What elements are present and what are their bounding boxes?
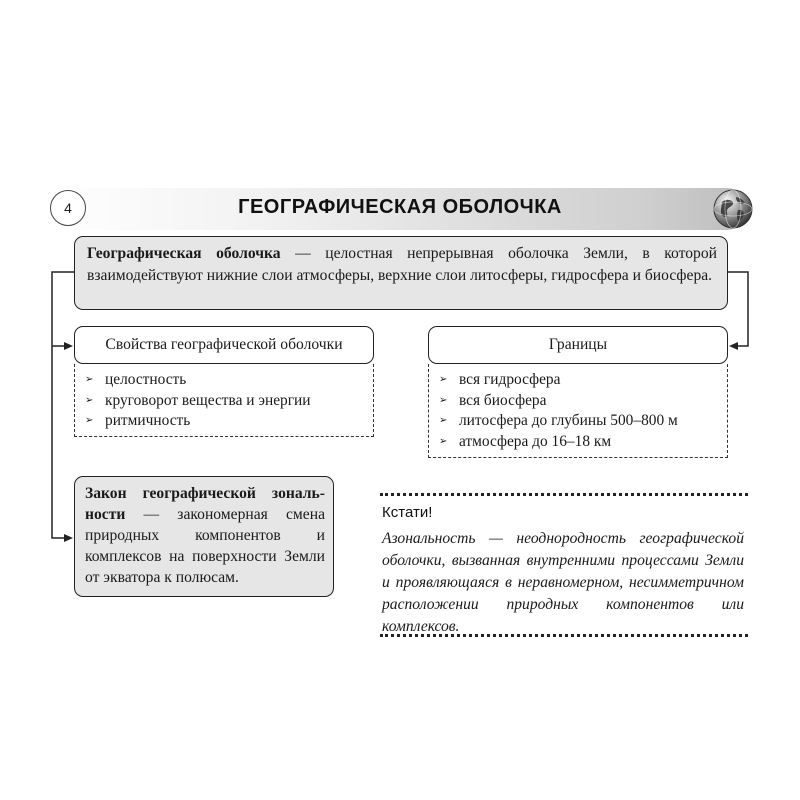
definition-term: Географическая оболочка [87, 245, 281, 262]
list-item [85, 391, 373, 412]
chevron-right-icon: ➢ [439, 415, 448, 426]
definition-text: — целостная непрерывная оболочка Земли, в которой взаимодействуют нижние слои атмосферы, верхние слои литосферы, гидросфера и биосфера. [87, 245, 717, 284]
definition-box [74, 236, 728, 310]
note-text: Азональность — неоднородность географической оболочки, вызванная внутренними процессами Земли и проявляющаяся в неравномерном, несимметричном расположении природных компонентов или комплексов. [382, 530, 744, 635]
chevron-right-icon: ➢ [439, 374, 448, 385]
chevron-right-icon: ➢ [85, 415, 94, 426]
list-item-label: ритмичность [105, 412, 191, 429]
list-item-label: вся гидросфера [459, 371, 561, 388]
chevron-right-icon: ➢ [85, 394, 94, 406]
list-item-label: круговорот вещества и энергии [105, 391, 311, 409]
boundaries-heading: Границы [428, 326, 728, 364]
list-item-label: вся биосфера [459, 391, 547, 409]
zonality-law-box [74, 476, 334, 597]
zonality-law-text: — закономерная смена природных компонентов и комплексов на поверхности Земли от экватора к полюсам. [85, 506, 325, 586]
chevron-right-icon: ➢ [85, 374, 94, 385]
list-item-label: целостность [105, 371, 187, 388]
page-number: 4 [50, 190, 86, 226]
list-item [439, 411, 727, 432]
list-item [85, 370, 373, 391]
chevron-right-icon: ➢ [439, 394, 448, 406]
list-item [439, 391, 727, 412]
note-divider-bottom [380, 634, 748, 637]
properties-heading: Свойства географической оболочки [74, 326, 374, 364]
list-item-label: атмосфера до 16–18 км [459, 432, 612, 450]
note-divider-top [380, 493, 748, 496]
page-title: ГЕОГРАФИЧЕСКАЯ ОБОЛОЧКА [238, 196, 562, 218]
list-item [439, 370, 727, 391]
chevron-right-icon: ➢ [439, 435, 448, 447]
properties-list [74, 364, 374, 437]
list-item-label: литосфера до глубины 500–800 м [459, 412, 678, 429]
zonality-law-term: Закон географической зональ-ности [85, 485, 325, 523]
boundaries-list [428, 364, 728, 458]
list-item [85, 411, 373, 432]
note-title: Кстати! [382, 504, 433, 521]
list-item [439, 432, 727, 453]
